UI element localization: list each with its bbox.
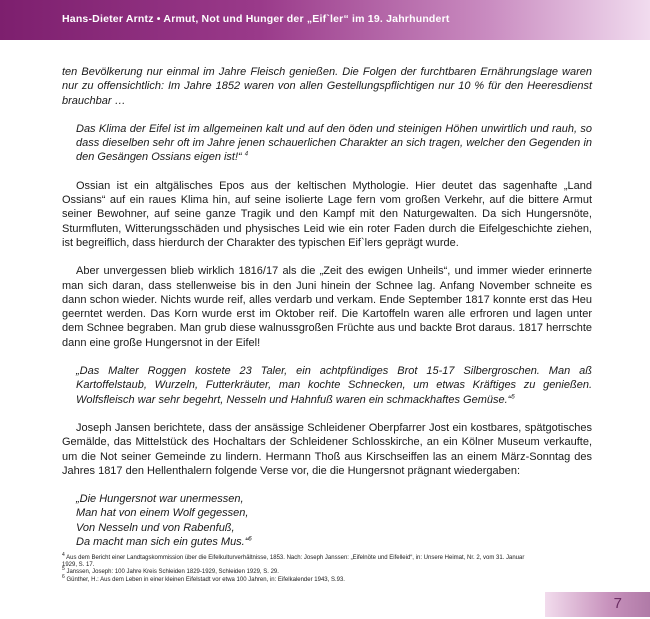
footnote-text: Günther, H.: Aus dem Leben in einer kleinen Eifelstadt vor etwa 100 Jahren, in: Eifelkalender 1943, S.93. bbox=[66, 576, 345, 583]
footnote-text: Janssen, Joseph: 100 Jahre Kreis Schleiden 1829-1929, Schleiden 1929, S. 29. bbox=[66, 569, 279, 576]
quote-klima bbox=[76, 122, 592, 165]
running-title: Hans-Dieter Arntz • Armut, Not und Hunger der „Eif`ler“ im 19. Jahrhundert bbox=[62, 13, 450, 25]
footnote-number: 5 bbox=[62, 566, 65, 573]
footnote-number: 6 bbox=[62, 573, 65, 580]
poem-line-last bbox=[76, 535, 592, 549]
quote-continuation bbox=[62, 65, 592, 108]
poem-line-text: Da macht man sich ein gutes Mus.“ bbox=[76, 536, 249, 549]
footnotes bbox=[62, 552, 532, 584]
poem-line: Man hat von einem Wolf gegessen, bbox=[76, 507, 249, 520]
footnote-5 bbox=[62, 566, 532, 576]
poem-line: „Die Hungersnot war unermessen, bbox=[76, 493, 244, 506]
footnote-text: Aus dem Bericht einer Landtagskommission über die Eifelkulturverhältnisse, 1853. Nach: Joseph Janssen: „Eifelnöte und Eifelleid“, in: Unsere Heimat, Nr. 2, vom 31. Januar 1929, S. 17. bbox=[62, 555, 525, 569]
poem-line: Von Nesseln und von Rabenfuß, bbox=[76, 521, 235, 534]
page-header bbox=[0, 0, 650, 40]
footnote-number: 4 bbox=[62, 552, 65, 558]
paragraph-unheil: Aber unvergessen blieb wirklich 1816/17 als die „Zeit des ewigen Unheils“, und immer wieder erinnerte man sich daran, dass stellenweise bis in den Juni hinein der Schnee lag. Anfang November schneite es dann schon wieder. Nichts wurde reif, alles verdarb und verkam. Ende September 1817 konnte erst das Heu geerntet werden. Das Korn wurde erst im Oktober reif. Die Kartoffeln waren alle erfroren und lagen unter dem Schnee begraben. Man grub diese walnussgroßen Früchte aus und backte Brot daraus. 1817 herrschte dann eine große Hungersnot in der Eifel! bbox=[62, 265, 592, 349]
footnote-ref-5: 5 bbox=[511, 393, 515, 400]
footnote-ref-6: 6 bbox=[248, 536, 252, 543]
quote-malter bbox=[76, 364, 592, 407]
footnote-ref-4: 4 bbox=[244, 151, 249, 158]
poem bbox=[76, 492, 592, 549]
paragraph-ossian: Ossian ist ein altgälisches Epos aus der keltischen Mythologie. Hier deutet das sagenhafte „Land Ossians“ auf ein raues Klima hin, auf seine isolierte Lage fern vom großen Verkehr, auf die bittere Armut seiner Bewohner, auf seine ganze Tragik und den Kampf mit den Naturgewalten. Da sich Hungersnöte, Sturmfluten, Witterungsschäden und physisches Leid wie ein roter Faden durch die Eifelgeschichte ziehen, ist begreiflich, dass hierdurch der Charakter des typischen Eif`lers geprägt wurde. bbox=[62, 179, 592, 249]
main-text bbox=[62, 65, 592, 559]
page-number-badge bbox=[545, 592, 650, 617]
quote-malter-text: „Das Malter Roggen kostete 23 Taler, ein achtpfündiges Brot 15-17 Silbergroschen. Man aß Kartoffelstaub, Wurzeln, Futterkräuter, man kochte Schnecken, um etwas Kräftiges zu genießen. Wolfsfleisch war sehr begehrt, Nesseln und Hahnfuß waren ein schmackhaftes Gemüse.“ bbox=[76, 365, 592, 406]
quote-klima-text: Das Klima der Eifel ist im allgemeinen kalt und auf den öden und steinigen Höhen unwirtlich und rauh, so dass dieselben sehr oft im Jahre jenen schauerlichen Charakter an sich tragen, welcher den Gegenden in den Gesängen Ossians eigen ist!“ bbox=[76, 122, 592, 164]
quote-continuation-text: ten Bevölkerung nur einmal im Jahre Fleisch genießen. Die Folgen der furchtbaren Ernährungslage waren nur zu offensichtlich: Im Jahre 1852 waren von allen Gestellungspflichtigen nur 10 % für den Heeresdienst brauchbar … bbox=[62, 66, 592, 107]
paragraph-jansen: Joseph Jansen berichtete, dass der ansässige Schleidener Oberpfarrer Jost ein kostbares, spätgotisches Gemälde, das Mittelstück des Hochaltars der Schleidener Schlosskirche, an ein Kölner Museum verkaufte, um die Not seiner Gemeinde zu lindern. Hermann Thoß aus Kirschseiffen las an einem März-Sonntag des Jahres 1817 den Hellenthalern folgende Verse vor, die die Hungersnot prägnant wiedergaben: bbox=[62, 421, 592, 477]
footnote-4 bbox=[62, 552, 532, 569]
footnote-6 bbox=[62, 573, 532, 584]
page-number: 7 bbox=[613, 595, 622, 612]
